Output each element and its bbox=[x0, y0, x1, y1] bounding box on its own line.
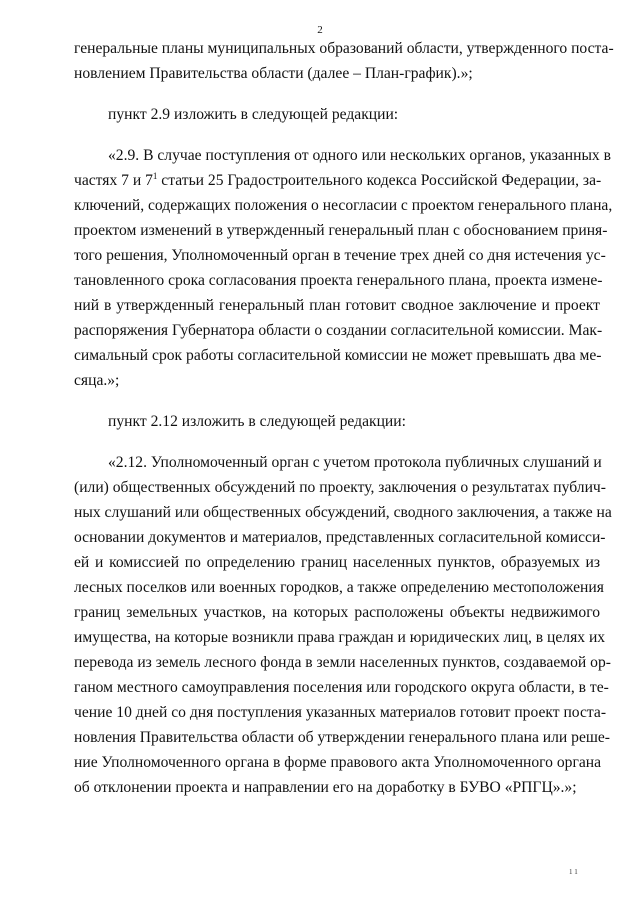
page-number: 2 bbox=[317, 24, 323, 36]
text-line: лесных поселков или военных городков, а также определению местоположения bbox=[74, 579, 604, 596]
text-fragment: статьи 25 Градостроительного кодекса Российской Федерации, за- bbox=[157, 172, 602, 189]
text-line: чение 10 дней со дня поступления указанных материалов готовит проект поста- bbox=[74, 704, 607, 721]
text-line bbox=[74, 170, 600, 192]
text-line: ние Уполномоченного органа в форме правового акта Уполномоченного органа bbox=[74, 754, 602, 771]
text-line: ей и комиссией по определению границ населенных пунктов, образуемых из bbox=[74, 554, 600, 571]
text-line: ганом местного самоуправления поселения или городского округа области, в те- bbox=[74, 679, 609, 696]
text-line: пункт 2.12 изложить в следующей редакции: bbox=[108, 413, 406, 430]
text-line: тановленного срока согласования проекта генерального плана, проекта измене- bbox=[74, 272, 603, 289]
footer-mark: 11 bbox=[569, 868, 580, 876]
text-line: распоряжения Губернатора области о создании согласительной комиссии. Мак- bbox=[74, 322, 603, 339]
text-line: ключений, содержащих положения о несогласии с проектом генерального плана, bbox=[74, 197, 613, 214]
text-line: «2.9. В случае поступления от одного или нескольких органов, указанных в bbox=[108, 147, 611, 164]
text-line: того решения, Уполномоченный орган в течение трех дней со дня истечения ус- bbox=[74, 247, 606, 264]
text-line: симальный срок работы согласительной комиссии не может превышать два ме- bbox=[74, 347, 602, 364]
text-line: новлением Правительства области (далее – План-график).»; bbox=[74, 65, 473, 82]
text-line: перевода из земель лесного фонда в земли населенных пунктов, создаваемой ор- bbox=[74, 654, 611, 671]
text-fragment: частях 7 и 7 bbox=[74, 172, 153, 189]
text-line: ных слушаний или общественных обсуждений, сводного заключения, а также на bbox=[74, 504, 612, 521]
text-line: основании документов и материалов, представленных согласительной комисси- bbox=[74, 529, 606, 546]
text-line: «2.12. Уполномоченный орган с учетом протокола публичных слушаний и bbox=[108, 454, 602, 471]
text-line: пункт 2.9 изложить в следующей редакции: bbox=[108, 106, 399, 123]
text-line: имущества, на которые возникли права граждан и юридических лиц, в целях их bbox=[74, 629, 606, 646]
text-line: об отклонении проекта и направлении его на доработку в БУВО «РПГЦ».»; bbox=[74, 779, 577, 796]
superscript: 1 bbox=[152, 171, 158, 181]
text-line: ний в утвержденный генеральный план готовит сводное заключение и проект bbox=[74, 297, 600, 314]
text-line: сяца.»; bbox=[74, 372, 120, 389]
text-line: проектом изменений в утвержденный генеральный план с обоснованием приня- bbox=[74, 222, 608, 239]
text-line: новления Правительства области об утверждении генерального плана или реше- bbox=[74, 729, 611, 746]
text-line: генеральные планы муниципальных образований области, утвержденного поста- bbox=[74, 40, 614, 57]
text-line: (или) общественных обсуждений по проекту, заключения о результатах публич- bbox=[74, 479, 606, 496]
text-line: границ земельных участков, на которых расположены объекты недвижимого bbox=[74, 604, 600, 621]
